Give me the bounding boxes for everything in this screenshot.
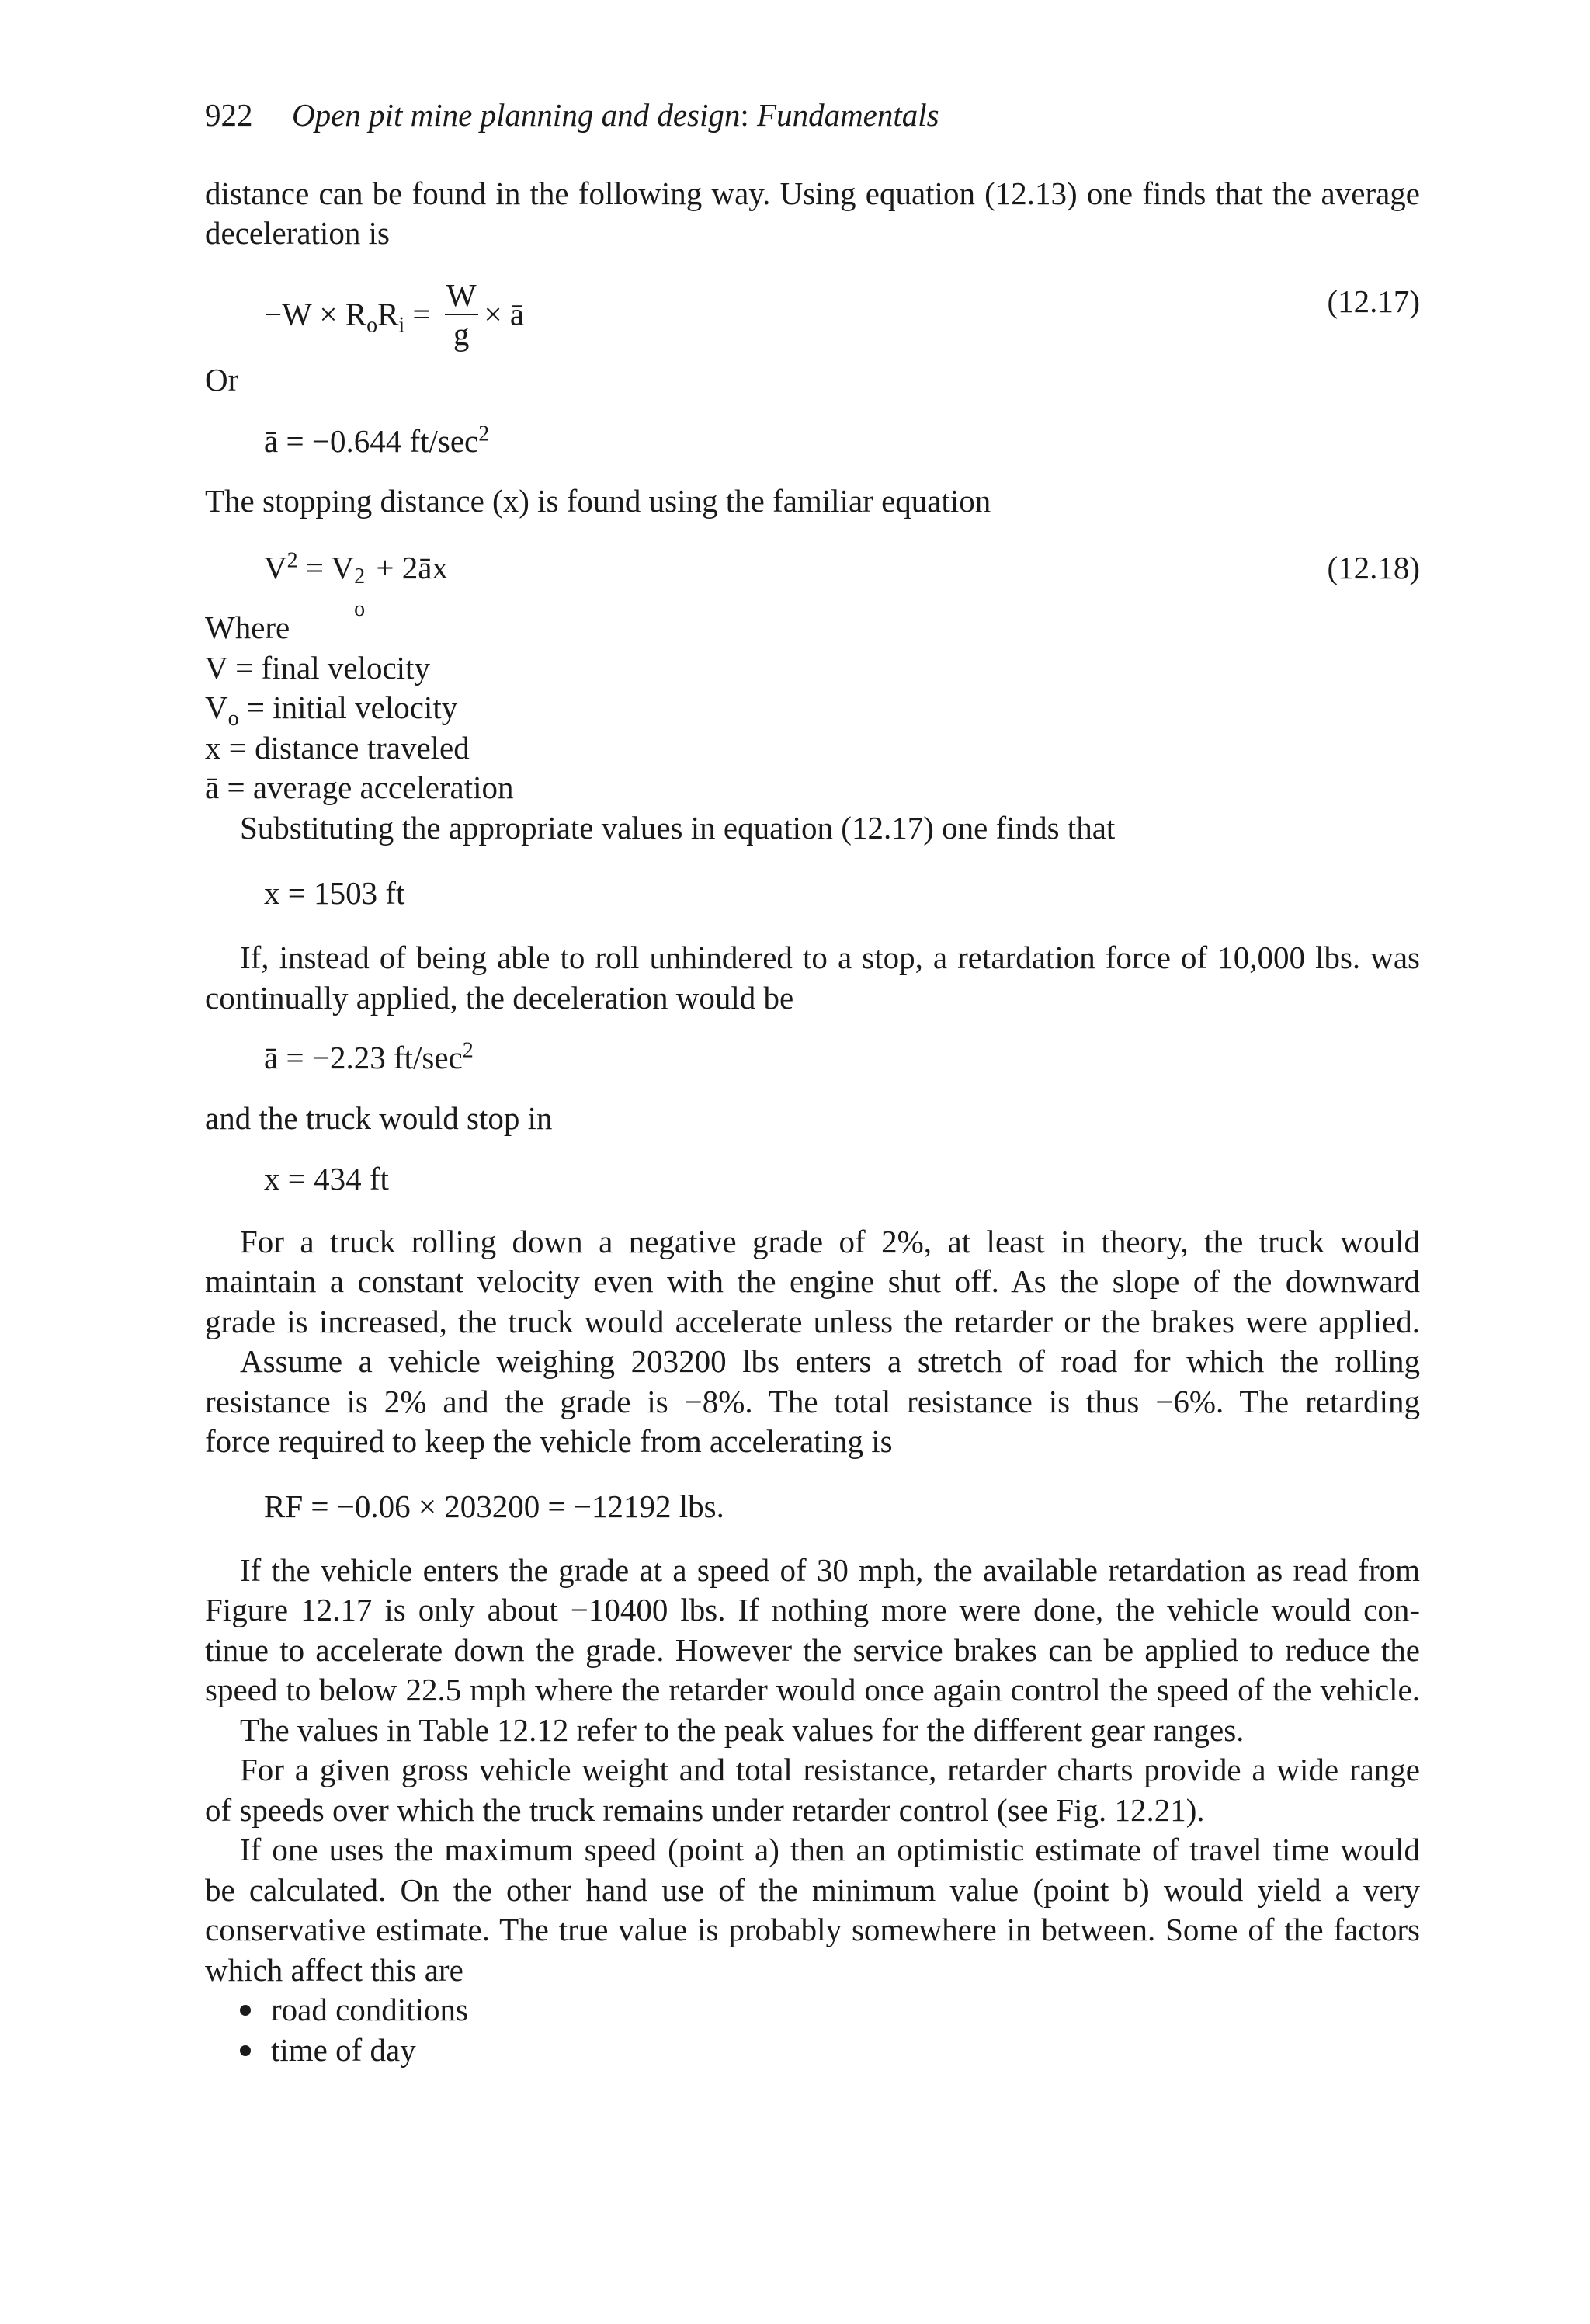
book-title: Open pit mine planning and design [292, 97, 741, 133]
paragraph-8-line-1: If the vehicle enters the grade at a speed of 30 mph, the available retardation as read from [240, 1552, 1420, 1588]
eq-12-17-rhs: × ā [484, 296, 525, 332]
book-subtitle: Fundamentals [757, 97, 939, 133]
equation-abar-2: ā = −2.23 $ft/\sec^2$ [264, 1038, 474, 1075]
where-item-average-acceleration: ā = average acceleration [205, 769, 514, 805]
bullet-item-time-of-day: time of day [240, 2030, 416, 2070]
eq-12-17-lhs: −W × R [264, 296, 367, 332]
paragraph-11-line-2: be calculated. On the other hand use of the minimum value (point b) would yield a very [205, 1872, 1420, 1908]
where-label: Where [205, 610, 290, 645]
paragraph-7-line-1: Assume a vehicle weighing 203200 lbs enters a stretch of road for which the rolling [240, 1343, 1420, 1379]
paragraph-11-line-4: which affect this are [205, 1952, 463, 1988]
where-item-final-velocity: V = final velocity [205, 650, 430, 686]
equation-12-17: $-W \times R_oR_i$ = $\frac{W}{g}$ × ā [264, 277, 525, 352]
paragraph-9: The values in Table 12.12 refer to the peak values for the different gear ranges. [240, 1712, 1245, 1748]
paragraph-1-line-2: deceleration is [205, 215, 390, 251]
paragraph-5: and the truck would stop in [205, 1100, 553, 1136]
page-number: 922 [205, 97, 253, 133]
paragraph-10-line-1: For a given gross vehicle weight and total resistance, retarder charts provide a wide range [240, 1752, 1420, 1787]
bullet-icon [240, 2045, 251, 2056]
equation-number-12-17: (12.17) [1327, 283, 1420, 319]
equation-x-434: x = 434 ft [264, 1161, 389, 1197]
paragraph-3: Substituting the appropriate values in equation (12.17) one finds that [240, 810, 1116, 846]
equation-x-1503: x = 1503 ft [264, 875, 405, 911]
paragraph-7-line-2: resistance is 2% and the grade is −8%. The total resistance is thus −6%. The retarding [205, 1384, 1420, 1419]
paragraph-8-line-2: Figure 12.17 is only about −10400 lbs. If nothing more were done, the vehicle would con- [205, 1592, 1420, 1627]
paragraph-6-line-1: For a truck rolling down a negative grade of 2%, at least in theory, the truck would [240, 1224, 1420, 1259]
equation-number-12-18: (12.18) [1327, 550, 1420, 585]
paragraph-8-line-4: speed to below 22.5 mph where the retarder would once again control the speed of the vehicle. [205, 1672, 1420, 1707]
paragraph-6-line-2: maintain a constant velocity even with the engine shut off. As the slope of the downward [205, 1263, 1420, 1299]
paragraph-6-line-3: grade is increased, the truck would accelerate unless the retarder or the brakes were applied. [205, 1304, 1420, 1339]
equation-rf: RF = −0.06 × 203200 = −12192 lbs. [264, 1489, 724, 1524]
where-item-distance: x = distance traveled [205, 730, 470, 766]
paragraph-4-line-2: continually applied, the deceleration would be [205, 980, 794, 1016]
where-item-initial-velocity: $V_o$ = initial velocity [205, 690, 458, 731]
paragraph-8-line-3: tinue to accelerate down the grade. However the service brakes can be applied to reduce the [205, 1632, 1420, 1668]
paragraph-2: The stopping distance (x) is found using the familiar equation [205, 483, 991, 519]
equation-abar-1: ā = −0.644 $ft/\sec^2$ [264, 422, 490, 459]
bullet-icon [240, 2005, 251, 2016]
title-colon: : [740, 97, 749, 133]
paragraph-11-line-3: conservative estimate. The true value is probably somewhere in between. Some of the factors [205, 1912, 1420, 1947]
equation-12-18: $V^2 = V$ 2 o + 2āx [264, 548, 448, 621]
eq-12-17-fraction: $\frac{W}{g}$ [446, 277, 477, 352]
paragraph-11-line-1: If one uses the maximum speed (point a) then an optimistic estimate of travel time would [240, 1832, 1420, 1867]
paragraph-7-line-3: force required to keep the vehicle from accelerating is [205, 1423, 893, 1459]
paragraph-4-line-1: If, instead of being able to roll unhindered to a stop, a retardation force of 10,000 lbs. was [240, 940, 1420, 975]
paragraph-1-line-1: distance can be found in the following way. Using equation (12.13) one finds that the average [205, 175, 1420, 211]
or-label: Or [205, 362, 239, 398]
running-header [205, 95, 939, 135]
paragraph-10-line-2: of speeds over which the truck remains under retarder control (see Fig. 12.21). [205, 1792, 1205, 1828]
bullet-item-road-conditions: road conditions [240, 1989, 468, 2030]
